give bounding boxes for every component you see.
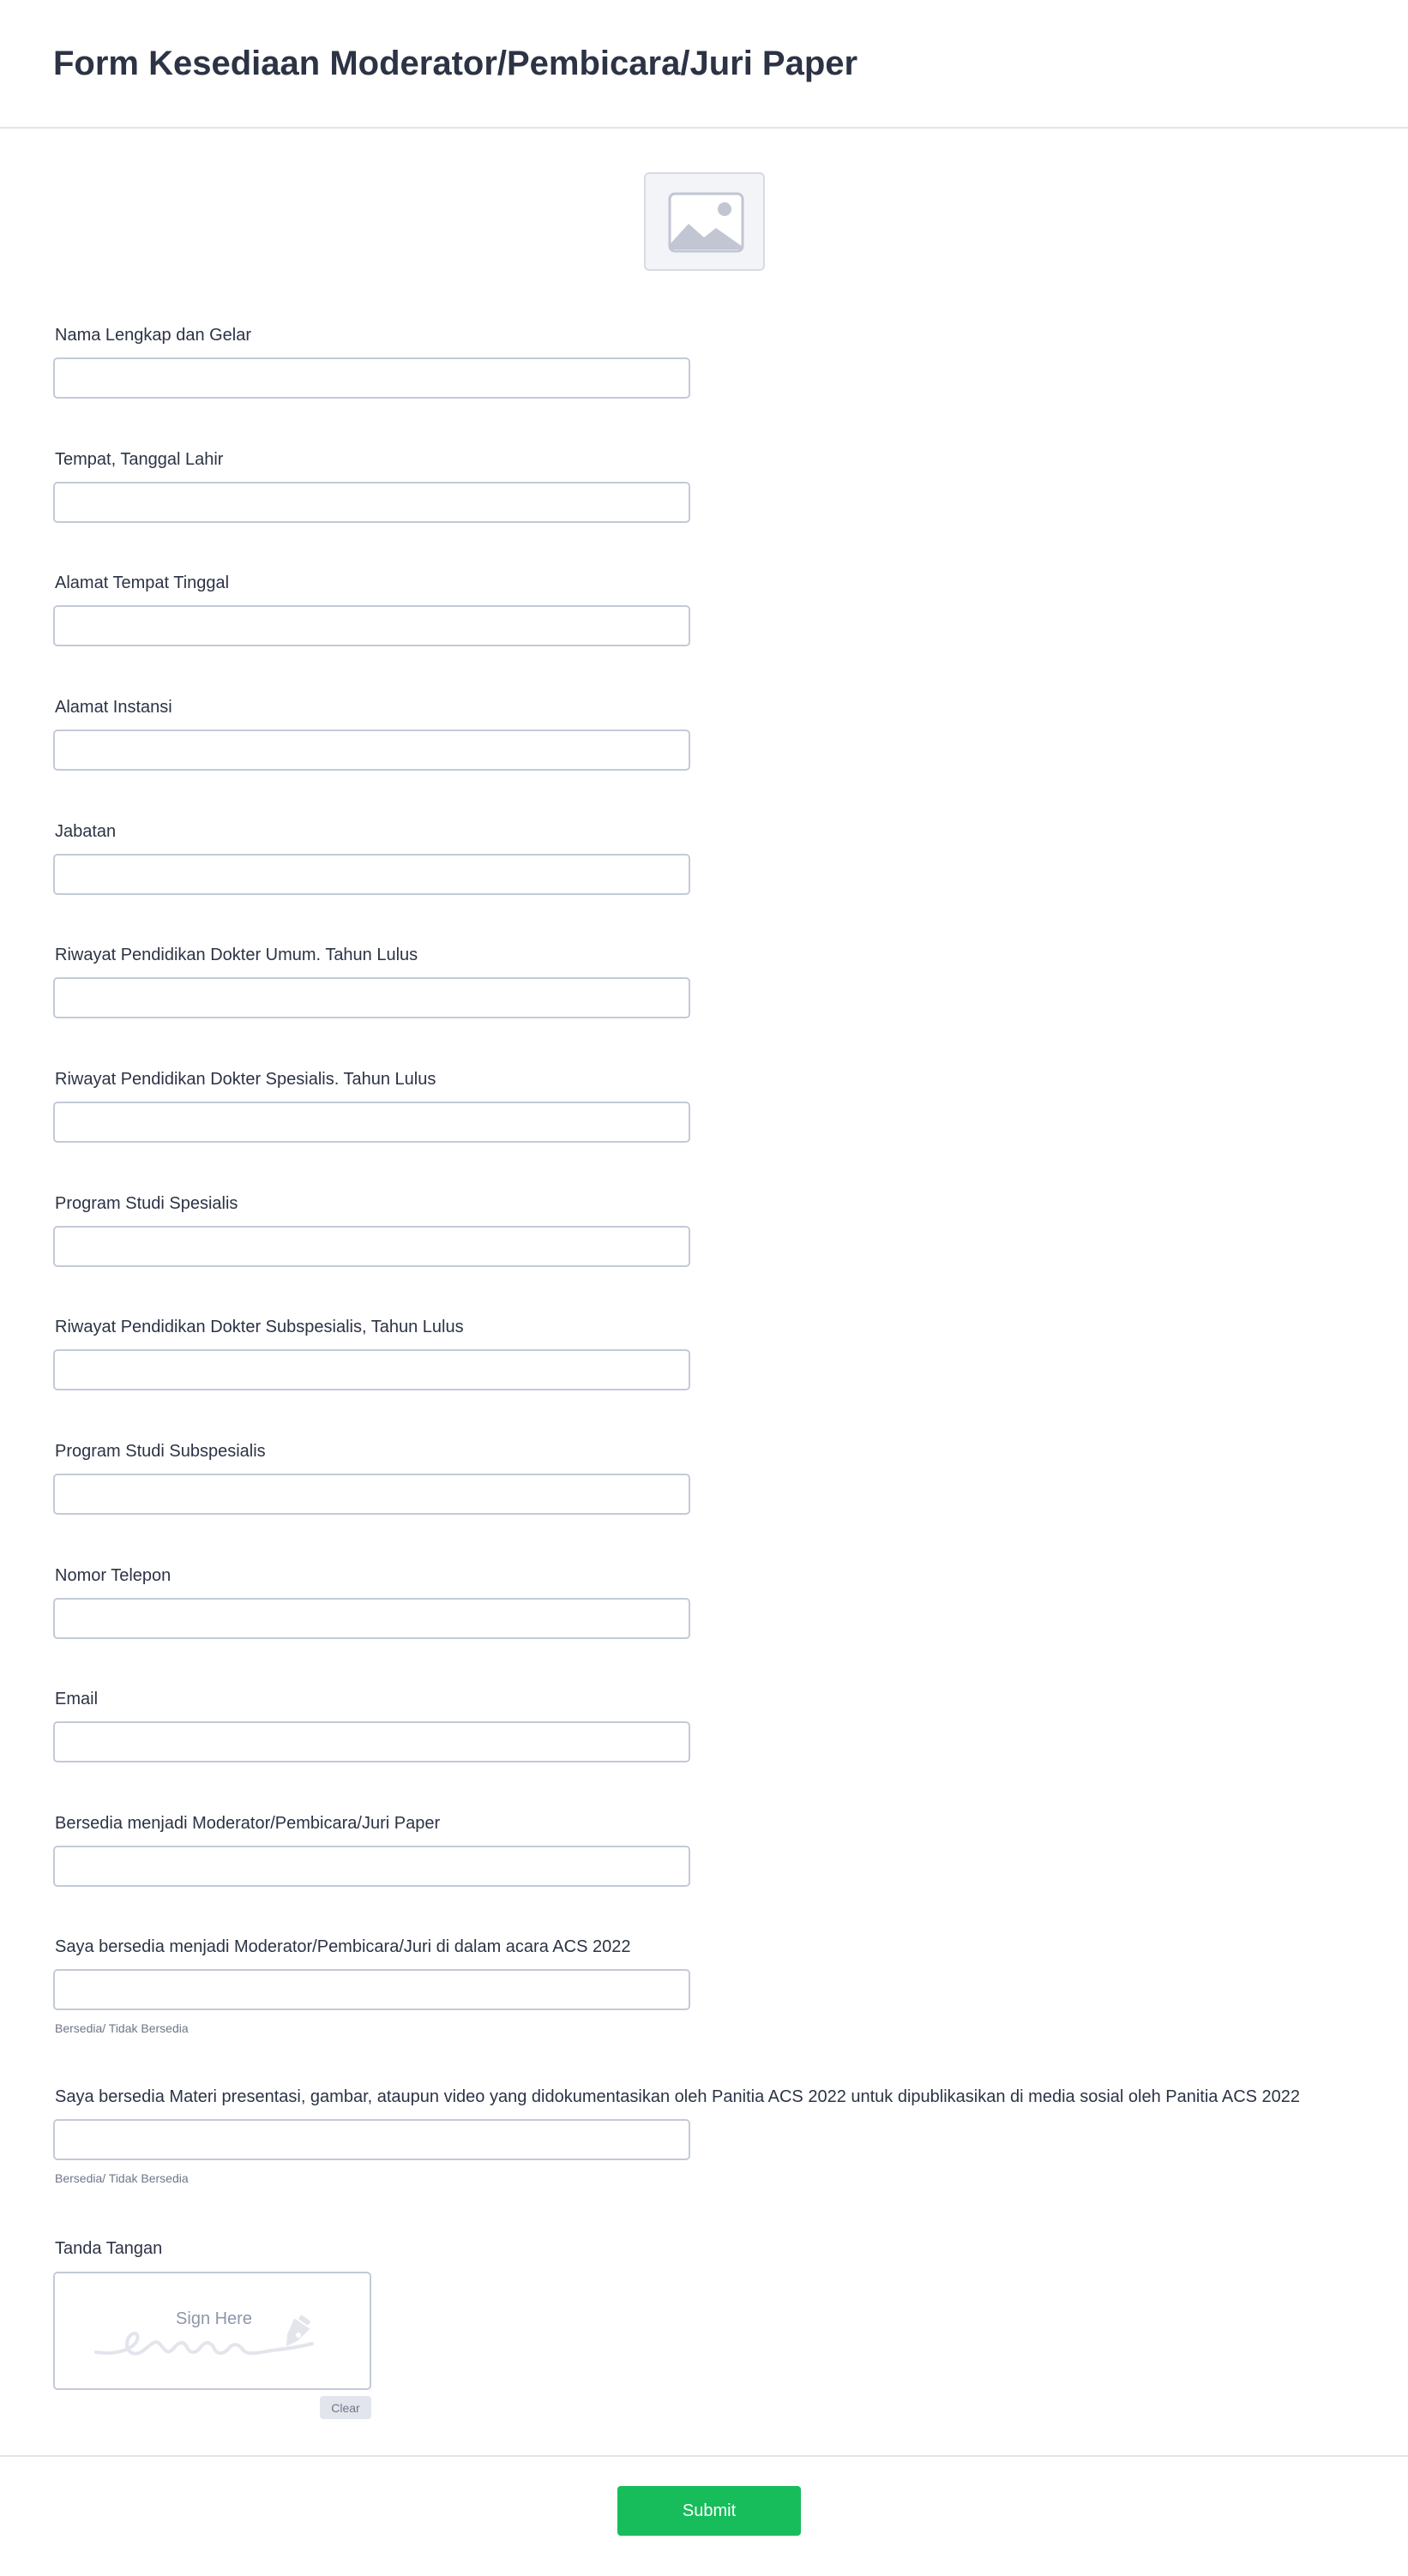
field-label: Alamat Instansi xyxy=(55,698,172,717)
field-label: Alamat Tempat Tinggal xyxy=(55,573,230,592)
field-sublabel: Bersedia/ Tidak Bersedia xyxy=(55,2171,189,2185)
riwayat-dokter-subspesialis-input[interactable] xyxy=(53,1349,690,1390)
bersedia-menjadi-input[interactable] xyxy=(53,1846,690,1887)
program-studi-subspesialis-input[interactable] xyxy=(53,1474,690,1515)
field-label: Saya bersedia Materi presentasi, gambar, ataupun video yang didokumentasikan oleh Panitia ACS 2022 untuk dipublikasikan di media sosial oleh Panitia ACS 2022 xyxy=(55,2087,1301,2106)
signature-pad[interactable] xyxy=(53,2272,371,2390)
field-label: Nomor Telepon xyxy=(55,1566,171,1585)
submit-button[interactable]: Submit xyxy=(617,2486,801,2536)
nama-lengkap-input[interactable] xyxy=(53,357,690,399)
pen-nib-icon xyxy=(55,2273,373,2392)
field-label: Nama Lengkap dan Gelar xyxy=(55,326,252,345)
field-label: Program Studi Spesialis xyxy=(55,1194,238,1213)
bersedia-acara-acs-input[interactable] xyxy=(53,1969,690,2010)
field-label: Tempat, Tanggal Lahir xyxy=(55,450,224,469)
jabatan-input[interactable] xyxy=(53,854,690,895)
field-tanda-tangan xyxy=(53,2237,396,2426)
field-label: Riwayat Pendidikan Dokter Spesialis. Tahun Lulus xyxy=(55,1070,436,1089)
field-label: Riwayat Pendidikan Dokter Subspesialis, Tahun Lulus xyxy=(55,1318,464,1336)
alamat-tempat-tinggal-input[interactable] xyxy=(53,605,690,646)
signature-placeholder: Sign Here xyxy=(176,2309,252,2328)
tempat-tanggal-lahir-input[interactable] xyxy=(53,482,690,523)
field-label: Tanda Tangan xyxy=(55,2239,163,2258)
field-label: Jabatan xyxy=(55,822,117,841)
field-label: Email xyxy=(55,1690,99,1708)
nomor-telepon-input[interactable] xyxy=(53,1598,690,1639)
field-label: Program Studi Subspesialis xyxy=(55,1442,266,1461)
form-header xyxy=(0,0,1408,129)
alamat-instansi-input[interactable] xyxy=(53,730,690,771)
riwayat-dokter-spesialis-input[interactable] xyxy=(53,1102,690,1143)
field-sublabel: Bersedia/ Tidak Bersedia xyxy=(55,2021,189,2035)
field-label: Bersedia menjadi Moderator/Pembicara/Juri Paper xyxy=(55,1814,441,1833)
form-footer xyxy=(0,2455,1408,2576)
form-title: Form Kesediaan Moderator/Pembicara/Juri Paper xyxy=(53,45,858,82)
riwayat-dokter-umum-input[interactable] xyxy=(53,977,690,1018)
field-label: Saya bersedia menjadi Moderator/Pembicara/Juri di dalam acara ACS 2022 xyxy=(55,1937,631,1956)
field-label: Riwayat Pendidikan Dokter Umum. Tahun Lulus xyxy=(55,946,418,964)
form-logo xyxy=(644,172,765,271)
clear-signature-button[interactable]: Clear xyxy=(320,2396,371,2419)
email-input[interactable] xyxy=(53,1721,690,1762)
bersedia-publikasi-input[interactable] xyxy=(53,2119,690,2160)
program-studi-spesialis-input[interactable] xyxy=(53,1226,690,1267)
image-placeholder-icon xyxy=(646,174,767,273)
